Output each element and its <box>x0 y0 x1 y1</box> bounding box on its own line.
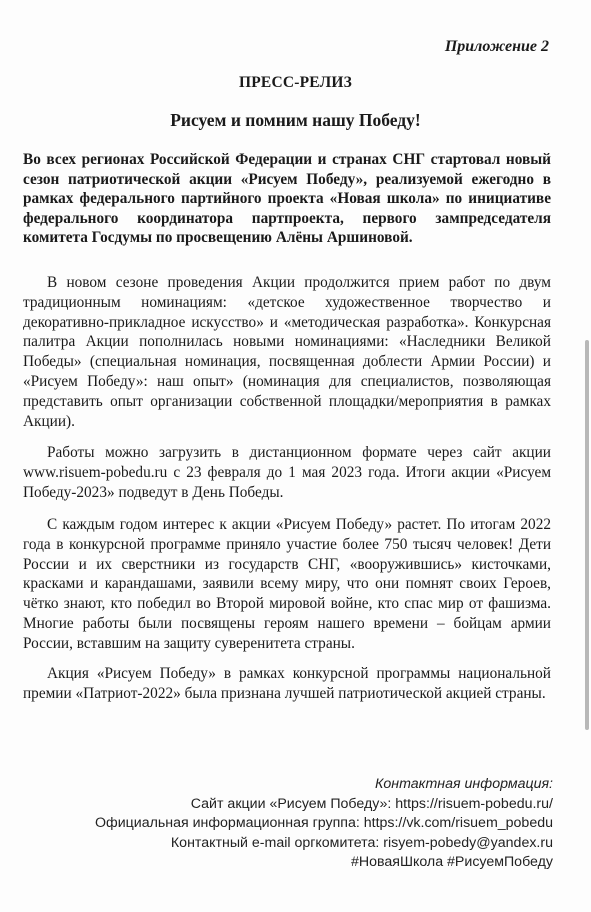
contacts-email: Контактный e-mail оргкомитета: risyem-pobedy@yandex.ru <box>170 834 553 851</box>
document-type: ПРЕСС-РЕЛИЗ <box>238 74 352 91</box>
contacts-site: Сайт акции «Рисуем Победу»: https://risuem-pobedu.ru/ <box>190 795 553 812</box>
scrollbar[interactable] <box>585 340 589 730</box>
paragraph-nominations: В новом сезоне проведения Акции продолжится прием работ по двум традиционным номинациям: «детское художественное творчество и декоративно-прикладное искусство» и «методическая разработка». Конкурсная палитра Акции пополнилась новыми номинациями: «Наследники Великой Победы» (специальная номинация, посвященная доблести Армии России) и «Рисуем Победу»: наш опыт» (номинация для специалистов, позволяющая представить опыт организации собственной площадки/мероприятия в рамках Акции). <box>23 274 551 430</box>
document-title: Рисуем и помним нашу Победу! <box>170 110 421 130</box>
lead-paragraph: Во всех регионах Российской Федерации и странах СНГ стартовал новый сезон патриотической акции «Рисуем Победу», реализуемой ежегодно в рамках федерального партийного проекта «Новая школа» по инициативе федерального координатора партпроекта, первого зампредседателя комитета Госдумы по просвещению Алёны Аршиновой. <box>23 151 551 247</box>
contacts-heading: Контактная информация: <box>375 776 553 792</box>
contacts-block <box>33 775 553 873</box>
contacts-group: Официальная информационная группа: https://vk.com/risuem_pobedu <box>95 815 553 831</box>
appendix-label: Приложение 2 <box>444 38 549 55</box>
paragraph-award: Акция «Рисуем Победу» в рамках конкурсной программы национальной премии «Патриот-2022» была признана лучшей патриотической акцией страны. <box>23 665 551 702</box>
paragraph-results: С каждым годом интерес к акции «Рисуем Победу» растет. По итогам 2022 года в конкурсной программе приняло участие более 750 тысяч человек! Дети России и их сверстники из государств СНГ, «вооружившись» кисточками, красками и карандашами, заявили всему миру, что они помнят своих Героев, чётко знают, кто победил во Второй мировой войне, кто спас мир от фашизма. Многие работы были посвящены героям нашего времени – бойцам армии России, вставшим на защиту суверенитета страны. <box>23 516 551 652</box>
contacts-hashtags: #НоваяШкола #РисуемПобеду <box>351 854 553 870</box>
paragraph-upload: Работы можно загрузить в дистанционном формате через сайт акции www.risuem-pobedu.ru с 23 февраля до 1 мая 2023 года. Итоги акции «Рисуем Победу-2023» подведут в День Победы. <box>23 444 551 501</box>
